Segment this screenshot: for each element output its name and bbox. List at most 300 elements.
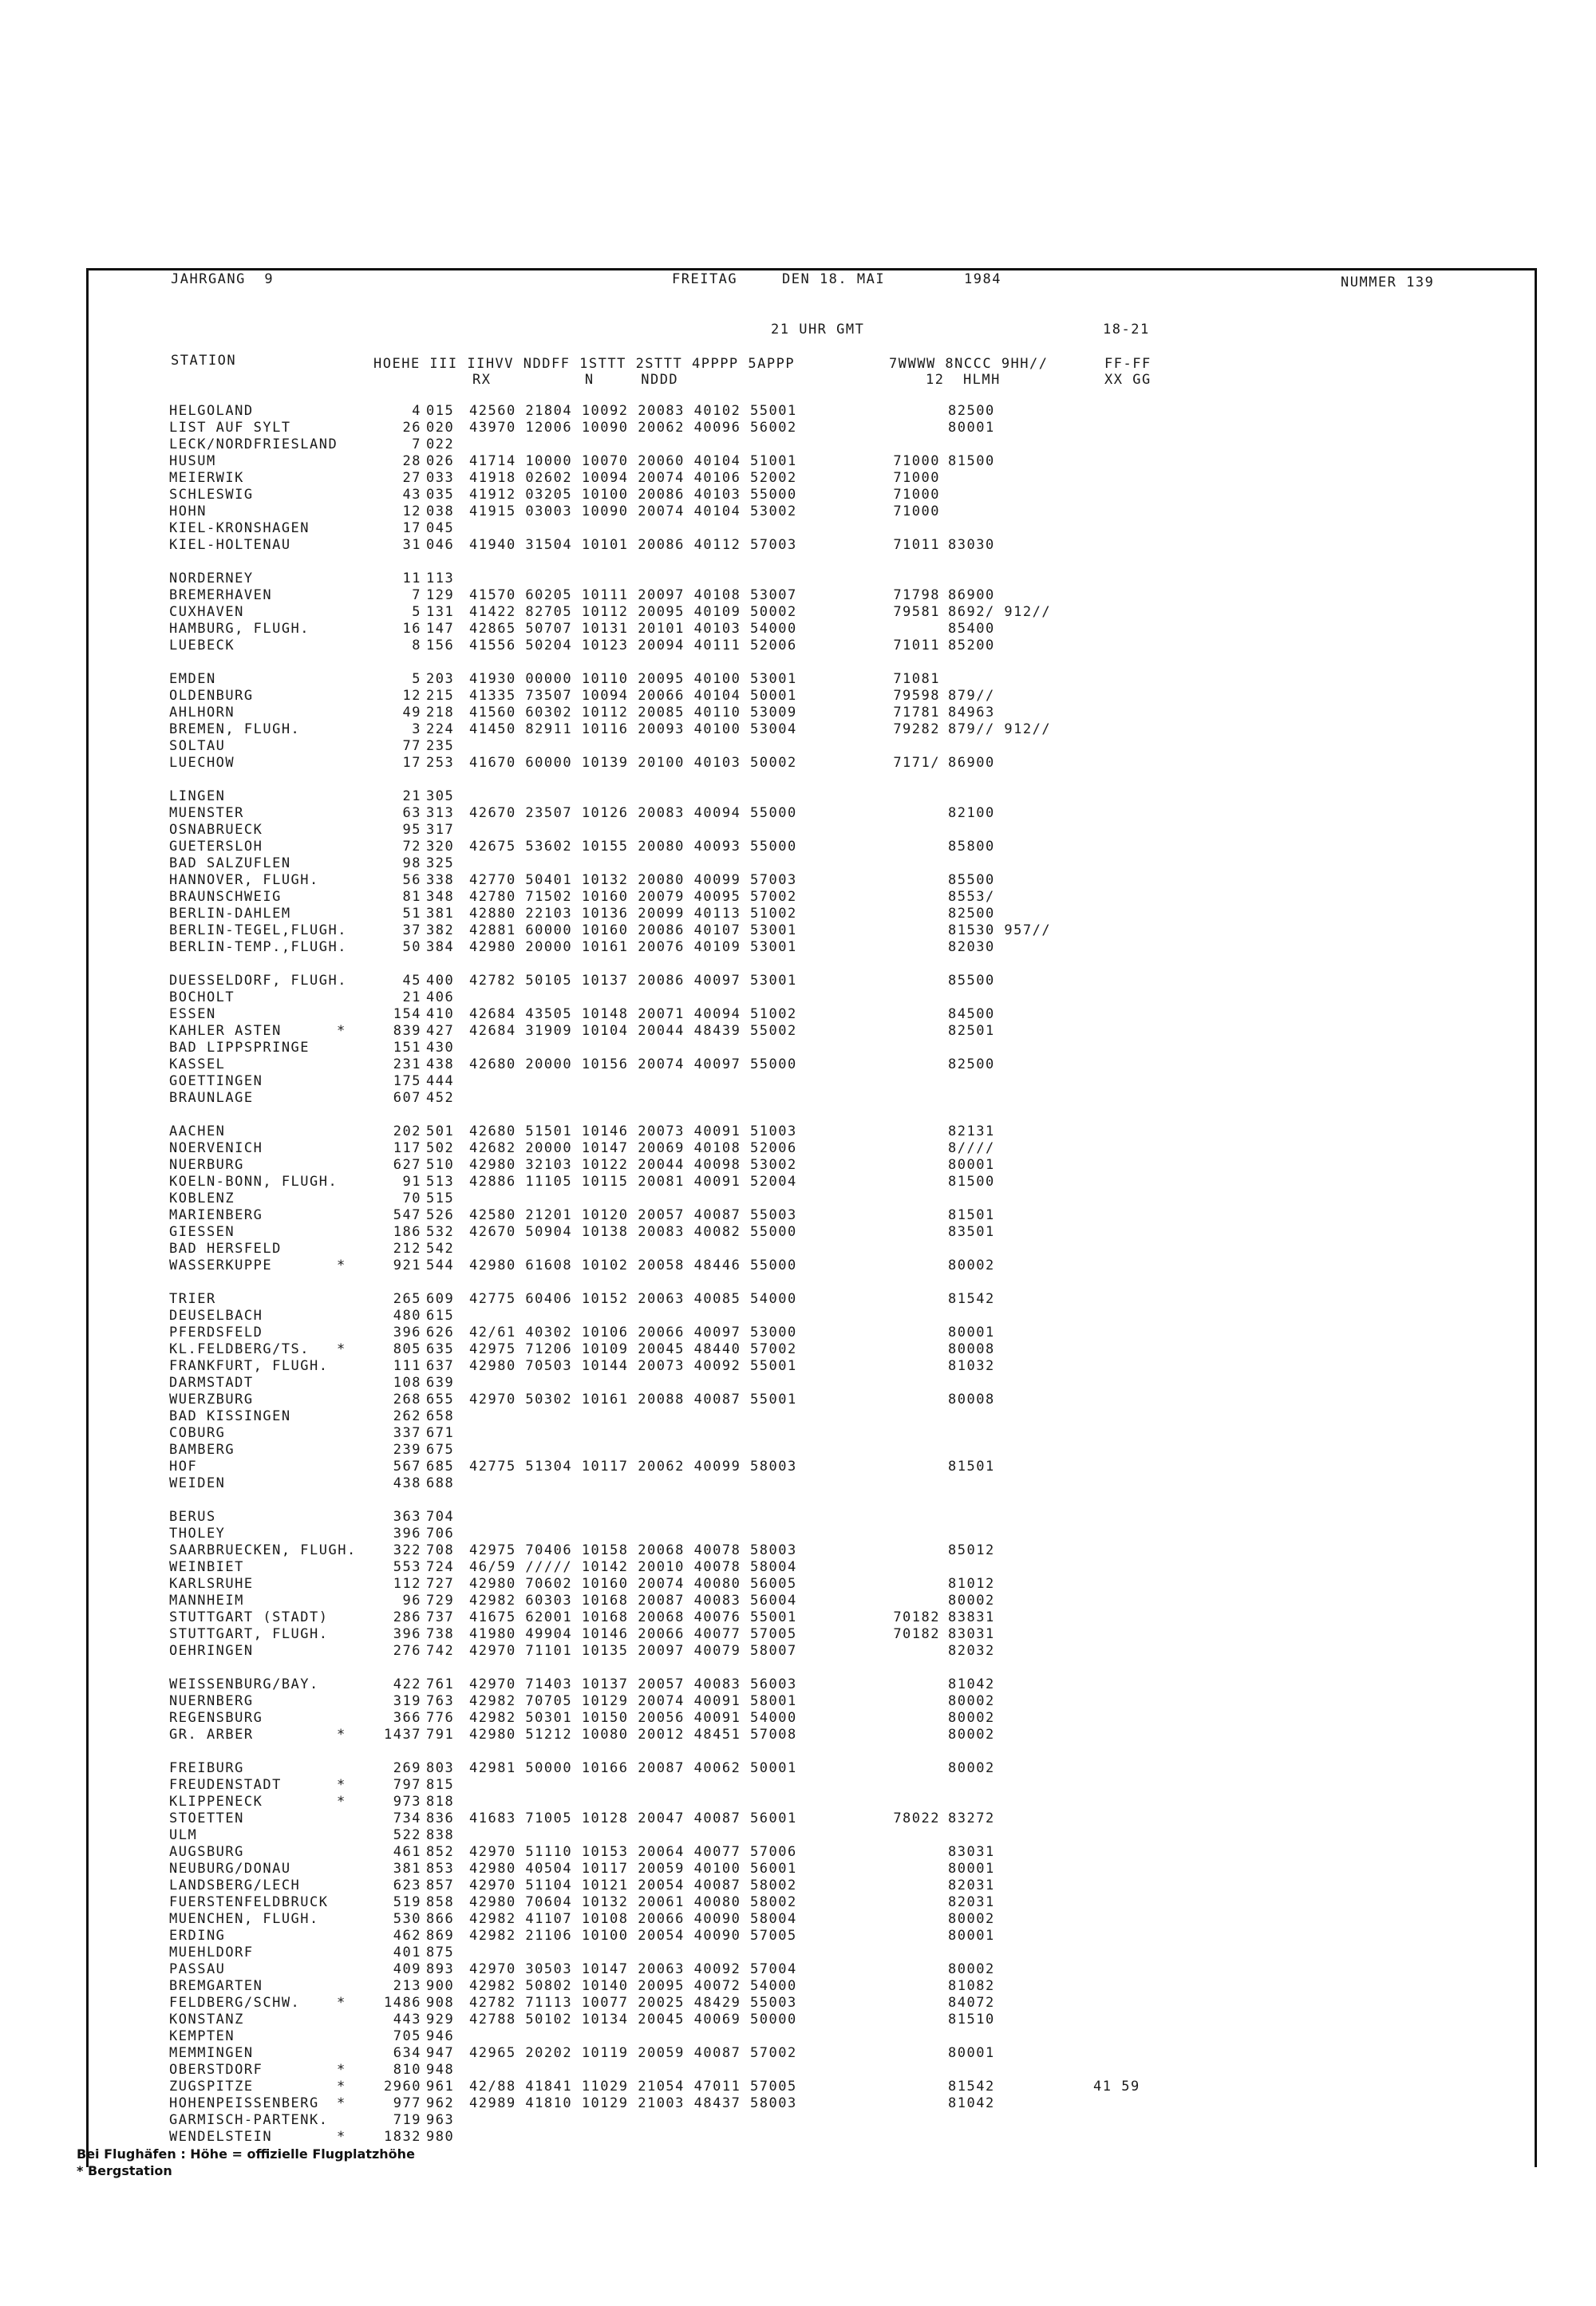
station-name: BRAUNSCHWEIG — [169, 889, 282, 905]
mountain-marker: * — [337, 1727, 346, 1743]
station-height: 31 — [402, 537, 421, 553]
station-name: GIESSEN — [169, 1224, 235, 1240]
synop-groups: 42880 22103 10136 20099 40113 51002 — [469, 906, 797, 922]
synop-groups: 42980 20000 10161 20076 40109 53001 — [469, 939, 797, 955]
station-height: 396 — [393, 1325, 421, 1341]
synop-groups: 42982 50301 10150 20056 40091 54000 — [469, 1710, 797, 1726]
table-row — [0, 470, 1596, 487]
synop-groups: 42560 21804 10092 20083 40102 55001 — [469, 403, 797, 419]
column-station-heading: STATION — [171, 353, 237, 369]
station-id: 900 — [426, 1978, 455, 1994]
station-id: 046 — [426, 537, 455, 553]
table-row — [0, 1760, 1596, 1777]
station-name: AHLHORN — [169, 705, 235, 721]
station-id: 980 — [426, 2129, 455, 2145]
station-height: 4 — [412, 403, 421, 419]
station-name: LUECHOW — [169, 755, 235, 771]
station-height: 17 — [402, 520, 421, 536]
station-name: MEIERWIK — [169, 470, 244, 486]
station-id: 430 — [426, 1040, 455, 1056]
synop-groups: 41450 82911 10116 20093 40100 53004 — [469, 721, 797, 737]
station-name: NEUBURG/DONAU — [169, 1861, 291, 1877]
station-name: AACHEN — [169, 1123, 226, 1139]
synop-groups: 42680 51501 10146 20073 40091 51003 — [469, 1123, 797, 1139]
station-name: PFERDSFELD — [169, 1325, 263, 1341]
station-height: 461 — [393, 1844, 421, 1860]
station-height: 8 — [412, 638, 421, 653]
station-name: ESSEN — [169, 1006, 216, 1022]
station-id: 857 — [426, 1878, 455, 1893]
table-row — [0, 1861, 1596, 1878]
station-id: 836 — [426, 1810, 455, 1826]
station-name: SOLTAU — [169, 738, 226, 754]
station-name: DUESSELDORF, FLUGH. — [169, 973, 347, 989]
table-row — [0, 1258, 1596, 1274]
table-row — [0, 1777, 1596, 1794]
table-row — [0, 1459, 1596, 1475]
weather-group: 71011 — [893, 638, 940, 653]
cloud-group: 82501 — [948, 1023, 995, 1039]
cloud-group: 82030 — [948, 939, 995, 955]
station-height: 337 — [393, 1425, 421, 1441]
weather-group: 70182 — [893, 1609, 940, 1625]
cloud-group: 81542 — [948, 1291, 995, 1307]
station-height: 396 — [393, 1526, 421, 1542]
cloud-group: 8692/ 912// — [948, 604, 1052, 620]
station-name: DARMSTADT — [169, 1375, 254, 1391]
station-id: 020 — [426, 420, 455, 436]
table-row — [0, 1207, 1596, 1224]
station-height: 27 — [402, 470, 421, 486]
station-name: OEHRINGEN — [169, 1643, 254, 1659]
table-row — [0, 839, 1596, 855]
station-id: 320 — [426, 839, 455, 855]
station-height: 3 — [412, 721, 421, 737]
synop-groups: 42670 23507 10126 20083 40094 55000 — [469, 805, 797, 821]
synop-groups: 42682 20000 10147 20069 40108 52006 — [469, 1140, 797, 1156]
table-row — [0, 2079, 1596, 2095]
table-row — [0, 1928, 1596, 1945]
station-height: 719 — [393, 2112, 421, 2128]
table-row — [0, 1090, 1596, 1107]
synop-groups: 42980 61608 10102 20058 48446 55000 — [469, 1258, 797, 1273]
station-height: 239 — [393, 1442, 421, 1458]
station-height: 1486 — [384, 1995, 421, 2011]
station-name: FRANKFURT, FLUGH. — [169, 1358, 329, 1374]
station-height: 5 — [412, 604, 421, 620]
station-name: STUTTGART, FLUGH. — [169, 1626, 329, 1642]
station-height: 839 — [393, 1023, 421, 1039]
synop-groups: 42780 71502 10160 20079 40095 57002 — [469, 889, 797, 905]
station-height: 213 — [393, 1978, 421, 1994]
cloud-group: 80002 — [948, 1693, 995, 1709]
station-name: COBURG — [169, 1425, 226, 1441]
synop-groups: 42865 50707 10131 20101 40103 54000 — [469, 621, 797, 637]
station-name: BREMEN, FLUGH. — [169, 721, 301, 737]
station-name: GARMISCH-PARTENK. — [169, 2112, 329, 2128]
cloud-group: 82031 — [948, 1894, 995, 1910]
cloud-group: 81500 — [948, 1174, 995, 1190]
table-row — [0, 1140, 1596, 1157]
station-id: 410 — [426, 1006, 455, 1022]
cloud-group: 83272 — [948, 1810, 995, 1826]
station-name: HAMBURG, FLUGH. — [169, 621, 310, 637]
station-id: 875 — [426, 1945, 455, 1960]
station-height: 231 — [393, 1056, 421, 1072]
station-id: 869 — [426, 1928, 455, 1944]
station-height: 438 — [393, 1475, 421, 1491]
synop-groups: 41335 73507 10094 20066 40104 50001 — [469, 688, 797, 704]
mountain-marker: * — [337, 2129, 346, 2145]
column-group1-subheading: RX N NDDD — [472, 372, 679, 388]
station-id: 131 — [426, 604, 455, 620]
synop-groups: 42788 50102 10134 20045 40069 50000 — [469, 2012, 797, 2028]
station-id: 317 — [426, 822, 455, 838]
synop-groups: 42975 71206 10109 20045 48440 57002 — [469, 1341, 797, 1357]
station-height: 91 — [402, 1174, 421, 1190]
station-name: HANNOVER, FLUGH. — [169, 872, 319, 888]
mountain-marker: * — [337, 1258, 346, 1273]
station-id: 427 — [426, 1023, 455, 1039]
table-row — [0, 973, 1596, 989]
cloud-group: 80001 — [948, 1928, 995, 1944]
station-id: 218 — [426, 705, 455, 721]
station-name: GUETERSLOH — [169, 839, 263, 855]
table-row — [0, 420, 1596, 436]
station-name: WUERZBURG — [169, 1392, 254, 1408]
station-name: FELDBERG/SCHW. — [169, 1995, 301, 2011]
station-name: KL.FELDBERG/TS. — [169, 1341, 310, 1357]
table-row — [0, 855, 1596, 872]
station-name: BAD SALZUFLEN — [169, 855, 291, 871]
station-name: HUSUM — [169, 453, 216, 469]
synop-groups: 42886 11105 10115 20081 40091 52004 — [469, 1174, 797, 1190]
issue-label: NUMMER 139 — [1341, 274, 1435, 290]
station-name: LINGEN — [169, 788, 226, 804]
station-height: 49 — [402, 705, 421, 721]
station-id: 737 — [426, 1609, 455, 1625]
synop-groups: 42/88 41841 11029 21054 47011 57005 — [469, 2079, 797, 2095]
table-row — [0, 671, 1596, 688]
station-name: KLIPPENECK — [169, 1794, 263, 1810]
station-height: 530 — [393, 1911, 421, 1927]
weather-group: 71000 — [893, 487, 940, 503]
table-row — [0, 1392, 1596, 1408]
table-row — [0, 1174, 1596, 1191]
station-name: NUERBURG — [169, 1157, 244, 1173]
station-id: 045 — [426, 520, 455, 536]
station-name: BAD HERSFELD — [169, 1241, 282, 1257]
table-row — [0, 1827, 1596, 1844]
table-row — [0, 2062, 1596, 2079]
synop-groups: 42775 51304 10117 20062 40099 58003 — [469, 1459, 797, 1475]
station-name: KEMPTEN — [169, 2028, 235, 2044]
station-id: 113 — [426, 571, 455, 586]
station-height: 396 — [393, 1626, 421, 1642]
station-height: 409 — [393, 1961, 421, 1977]
station-height: 16 — [402, 621, 421, 637]
weather-group: 71000 — [893, 503, 940, 519]
station-id: 035 — [426, 487, 455, 503]
table-row — [0, 822, 1596, 839]
station-height: 462 — [393, 1928, 421, 1944]
station-name: BOCHOLT — [169, 989, 235, 1005]
station-id: 224 — [426, 721, 455, 737]
table-row — [0, 922, 1596, 939]
station-id: 305 — [426, 788, 455, 804]
synop-groups: 42982 70705 10129 20074 40091 58001 — [469, 1693, 797, 1709]
synop-groups: 42982 50802 10140 20095 40072 54000 — [469, 1978, 797, 1994]
station-name: BAD KISSINGEN — [169, 1408, 291, 1424]
table-row — [0, 1375, 1596, 1392]
weather-group: 71781 — [893, 705, 940, 721]
cloud-group: 82500 — [948, 906, 995, 922]
station-id: 858 — [426, 1894, 455, 1910]
station-id: 203 — [426, 671, 455, 687]
synop-groups: 42980 70604 10132 20061 40080 58002 — [469, 1894, 797, 1910]
station-id: 609 — [426, 1291, 455, 1307]
mountain-marker: * — [337, 1341, 346, 1357]
station-id: 962 — [426, 2095, 455, 2111]
station-height: 45 — [402, 973, 421, 989]
period-label: 18-21 — [1103, 322, 1150, 338]
table-row — [0, 2129, 1596, 2146]
station-height: 805 — [393, 1341, 421, 1357]
station-id: 022 — [426, 436, 455, 452]
table-row — [0, 1341, 1596, 1358]
mountain-marker: * — [337, 1777, 346, 1793]
station-id: 129 — [426, 587, 455, 603]
station-id: 803 — [426, 1760, 455, 1776]
synop-groups: 42684 31909 10104 20044 48439 55002 — [469, 1023, 797, 1039]
station-id: 639 — [426, 1375, 455, 1391]
synop-groups: 41714 10000 10070 20060 40104 51001 — [469, 453, 797, 469]
station-name: OSNABRUECK — [169, 822, 263, 838]
synop-groups: 42970 51104 10121 20054 40087 58002 — [469, 1878, 797, 1893]
synop-groups: 42970 71403 10137 20057 40083 56003 — [469, 1676, 797, 1692]
station-height: 547 — [393, 1207, 421, 1223]
station-name: BREMGARTEN — [169, 1978, 263, 1994]
station-height: 381 — [393, 1861, 421, 1877]
station-height: 2960 — [384, 2079, 421, 2095]
table-row — [0, 1978, 1596, 1995]
table-row — [0, 1593, 1596, 1609]
station-id: 438 — [426, 1056, 455, 1072]
synop-groups: 42975 70406 10158 20068 40078 58003 — [469, 1542, 797, 1558]
station-name: WEINBIET — [169, 1559, 244, 1575]
table-row — [0, 1191, 1596, 1207]
station-name: MARIENBERG — [169, 1207, 263, 1223]
table-row — [0, 1995, 1596, 2012]
table-row — [0, 1710, 1596, 1727]
station-id: 382 — [426, 922, 455, 938]
station-height: 21 — [402, 788, 421, 804]
cloud-group: 82032 — [948, 1643, 995, 1659]
station-height: 268 — [393, 1392, 421, 1408]
station-name: LECK/NORDFRIESLAND — [169, 436, 338, 452]
mountain-marker: * — [337, 2062, 346, 2078]
station-name: KOBLENZ — [169, 1191, 235, 1206]
table-row — [0, 1626, 1596, 1643]
table-row — [0, 1358, 1596, 1375]
station-name: LANDSBERG/LECH — [169, 1878, 301, 1893]
station-id: 147 — [426, 621, 455, 637]
station-height: 11 — [402, 571, 421, 586]
station-name: ERDING — [169, 1928, 226, 1944]
station-id: 791 — [426, 1727, 455, 1743]
cloud-group: 81510 — [948, 2012, 995, 2028]
station-height: 401 — [393, 1945, 421, 1960]
table-row — [0, 1844, 1596, 1861]
synop-groups: 42881 60000 10160 20086 40107 53001 — [469, 922, 797, 938]
station-name: WASSERKUPPE — [169, 1258, 273, 1273]
station-height: 1832 — [384, 2129, 421, 2145]
station-id: 947 — [426, 2045, 455, 2061]
station-id: 866 — [426, 1911, 455, 1927]
table-row — [0, 453, 1596, 470]
cloud-group: 8//// — [948, 1140, 995, 1156]
station-height: 63 — [402, 805, 421, 821]
table-row — [0, 1894, 1596, 1911]
synop-groups: 46/59 ///// 10142 20010 40078 58004 — [469, 1559, 797, 1575]
cloud-group: 81012 — [948, 1576, 995, 1592]
weather-group: 71000 — [893, 453, 940, 469]
station-height: 977 — [393, 2095, 421, 2111]
weather-group: 71798 — [893, 587, 940, 603]
cloud-group: 81501 — [948, 1459, 995, 1475]
table-row — [0, 520, 1596, 537]
synop-groups: 41980 49904 10146 20066 40077 57005 — [469, 1626, 797, 1642]
station-height: 56 — [402, 872, 421, 888]
station-height: 480 — [393, 1308, 421, 1324]
table-row — [0, 1241, 1596, 1258]
cloud-group: 80002 — [948, 1911, 995, 1927]
table-row — [0, 2045, 1596, 2062]
station-height: 363 — [393, 1509, 421, 1525]
station-height: 567 — [393, 1459, 421, 1475]
table-row — [0, 2112, 1596, 2129]
station-name: THOLEY — [169, 1526, 226, 1542]
station-id: 015 — [426, 403, 455, 419]
cloud-group: 83031 — [948, 1626, 995, 1642]
station-height: 797 — [393, 1777, 421, 1793]
station-name: NOERVENICH — [169, 1140, 263, 1156]
station-id: 761 — [426, 1676, 455, 1692]
station-id: 038 — [426, 503, 455, 519]
station-name: BERLIN-DAHLEM — [169, 906, 291, 922]
station-id: 400 — [426, 973, 455, 989]
station-name: KOELN-BONN, FLUGH. — [169, 1174, 338, 1190]
station-height: 262 — [393, 1408, 421, 1424]
synop-groups: 42981 50000 10166 20087 40062 50001 — [469, 1760, 797, 1776]
station-height: 921 — [393, 1258, 421, 1273]
table-row — [0, 487, 1596, 503]
table-row — [0, 1224, 1596, 1241]
station-height: 519 — [393, 1894, 421, 1910]
table-row — [0, 788, 1596, 805]
station-name: FREUDENSTADT — [169, 1777, 282, 1793]
station-height: 70 — [402, 1191, 421, 1206]
column-group3-subheading: XX GG — [1104, 372, 1152, 388]
station-id: 626 — [426, 1325, 455, 1341]
station-id: 033 — [426, 470, 455, 486]
station-height: 95 — [402, 822, 421, 838]
station-name: FREIBURG — [169, 1760, 244, 1776]
cloud-group: 80001 — [948, 1157, 995, 1173]
table-row — [0, 1442, 1596, 1459]
cloud-group: 82500 — [948, 403, 995, 419]
station-height: 12 — [402, 688, 421, 704]
station-height: 151 — [393, 1040, 421, 1056]
weather-group: 79581 — [893, 604, 940, 620]
station-name: HOF — [169, 1459, 198, 1475]
table-row — [0, 738, 1596, 755]
table-row — [0, 1291, 1596, 1308]
synop-groups: 42680 20000 10156 20074 40097 55000 — [469, 1056, 797, 1072]
station-height: 276 — [393, 1643, 421, 1659]
table-row — [0, 939, 1596, 956]
cloud-group: 85400 — [948, 621, 995, 637]
cloud-group: 82100 — [948, 805, 995, 821]
cloud-group: 84500 — [948, 1006, 995, 1022]
synop-groups: 42782 50105 10137 20086 40097 53001 — [469, 973, 797, 989]
station-id: 502 — [426, 1140, 455, 1156]
station-height: 322 — [393, 1542, 421, 1558]
station-id: 655 — [426, 1392, 455, 1408]
station-name: HELGOLAND — [169, 403, 254, 419]
synop-groups: 42980 70503 10144 20073 40092 55001 — [469, 1358, 797, 1374]
station-name: AUGSBURG — [169, 1844, 244, 1860]
station-height: 96 — [402, 1593, 421, 1609]
synop-groups: 42980 70602 10160 20074 40080 56005 — [469, 1576, 797, 1592]
station-id: 946 — [426, 2028, 455, 2044]
station-height: 108 — [393, 1375, 421, 1391]
synop-groups: 42770 50401 10132 20080 40099 57003 — [469, 872, 797, 888]
weekday-label: FREITAG — [672, 271, 738, 287]
station-name: REGENSBURG — [169, 1710, 263, 1726]
station-id: 742 — [426, 1643, 455, 1659]
station-height: 269 — [393, 1760, 421, 1776]
station-height: 98 — [402, 855, 421, 871]
station-id: 963 — [426, 2112, 455, 2128]
table-row — [0, 989, 1596, 1006]
table-row — [0, 436, 1596, 453]
station-id: 729 — [426, 1593, 455, 1609]
station-name: STOETTEN — [169, 1810, 244, 1826]
cloud-group: 80001 — [948, 1325, 995, 1341]
mountain-marker: * — [337, 1023, 346, 1039]
station-id: 908 — [426, 1995, 455, 2011]
station-height: 26 — [402, 420, 421, 436]
station-id: 727 — [426, 1576, 455, 1592]
station-name: KIEL-HOLTENAU — [169, 537, 291, 553]
table-row — [0, 906, 1596, 922]
synop-groups: 42965 20202 10119 20059 40087 57002 — [469, 2045, 797, 2061]
time-label: 21 UHR GMT — [771, 322, 865, 338]
cloud-group: 80002 — [948, 1710, 995, 1726]
table-row — [0, 1123, 1596, 1140]
station-height: 443 — [393, 2012, 421, 2028]
station-name: KONSTANZ — [169, 2012, 244, 2028]
station-id: 026 — [426, 453, 455, 469]
station-name: BERLIN-TEMP.,FLUGH. — [169, 939, 347, 955]
synop-groups: 42980 32103 10122 20044 40098 53002 — [469, 1157, 797, 1173]
station-name: MANNHEIM — [169, 1593, 244, 1609]
cloud-group: 86900 — [948, 755, 995, 771]
table-row — [0, 1073, 1596, 1090]
cloud-group: 83501 — [948, 1224, 995, 1240]
station-id: 738 — [426, 1626, 455, 1642]
